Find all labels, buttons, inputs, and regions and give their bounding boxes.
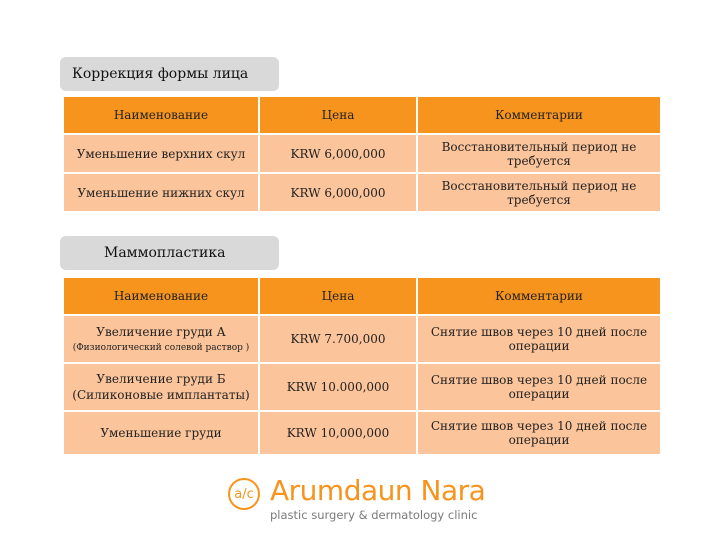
header-comment: Комментарии (417, 277, 661, 315)
table-header-row (63, 96, 661, 134)
header-price: Цена (259, 96, 417, 134)
procedure-name-detail: (Силиконовые имплантаты) (72, 388, 250, 402)
table-header-row (63, 277, 661, 315)
price-table-face-contouring (62, 95, 662, 213)
procedure-price: KRW 10,000,000 (259, 411, 417, 455)
header-price: Цена (259, 277, 417, 315)
procedure-comment: Снятие швов через 10 дней после операции (417, 363, 661, 411)
procedure-price: KRW 6,000,000 (259, 173, 417, 212)
procedure-comment: Восстановительный период не требуется (417, 134, 661, 173)
table-row (63, 363, 661, 411)
logo-tagline: plastic surgery & dermatology clinic (270, 508, 478, 522)
procedure-price: KRW 6,000,000 (259, 134, 417, 173)
header-name: Наименование (63, 277, 259, 315)
table-row (63, 134, 661, 173)
price-table-mammoplasty (62, 276, 662, 456)
section-title-text: Коррекция формы лица (72, 66, 249, 82)
header-name: Наименование (63, 96, 259, 134)
table-row (63, 411, 661, 455)
procedure-price: KRW 7.700,000 (259, 315, 417, 363)
procedure-name-cell (63, 315, 259, 363)
procedure-name: Уменьшение нижних скул (63, 173, 259, 212)
procedure-name: Увеличение груди А (96, 325, 226, 339)
procedure-name: Уменьшение верхних скул (63, 134, 259, 173)
procedure-name: Уменьшение груди (63, 411, 259, 455)
section-title-face-contouring (60, 57, 279, 91)
table-row (63, 315, 661, 363)
table-row (63, 173, 661, 212)
header-comment: Комментарии (417, 96, 661, 134)
procedure-name: Увеличение груди Б (96, 372, 226, 386)
procedure-comment: Восстановительный период не требуется (417, 173, 661, 212)
procedure-price: KRW 10.000,000 (259, 363, 417, 411)
section-title-text: Маммопластика (104, 245, 226, 261)
procedure-comment: Снятие швов через 10 дней после операции (417, 411, 661, 455)
procedure-comment: Снятие швов через 10 дней после операции (417, 315, 661, 363)
logo-mark-icon: a/c (228, 478, 260, 510)
logo-name: Arumdaun Nara (270, 474, 486, 507)
procedure-name-cell (63, 363, 259, 411)
procedure-name-detail: (Физиологический солевой раствор ) (72, 343, 250, 353)
clinic-logo (228, 476, 498, 526)
section-title-mammoplasty (60, 236, 279, 270)
